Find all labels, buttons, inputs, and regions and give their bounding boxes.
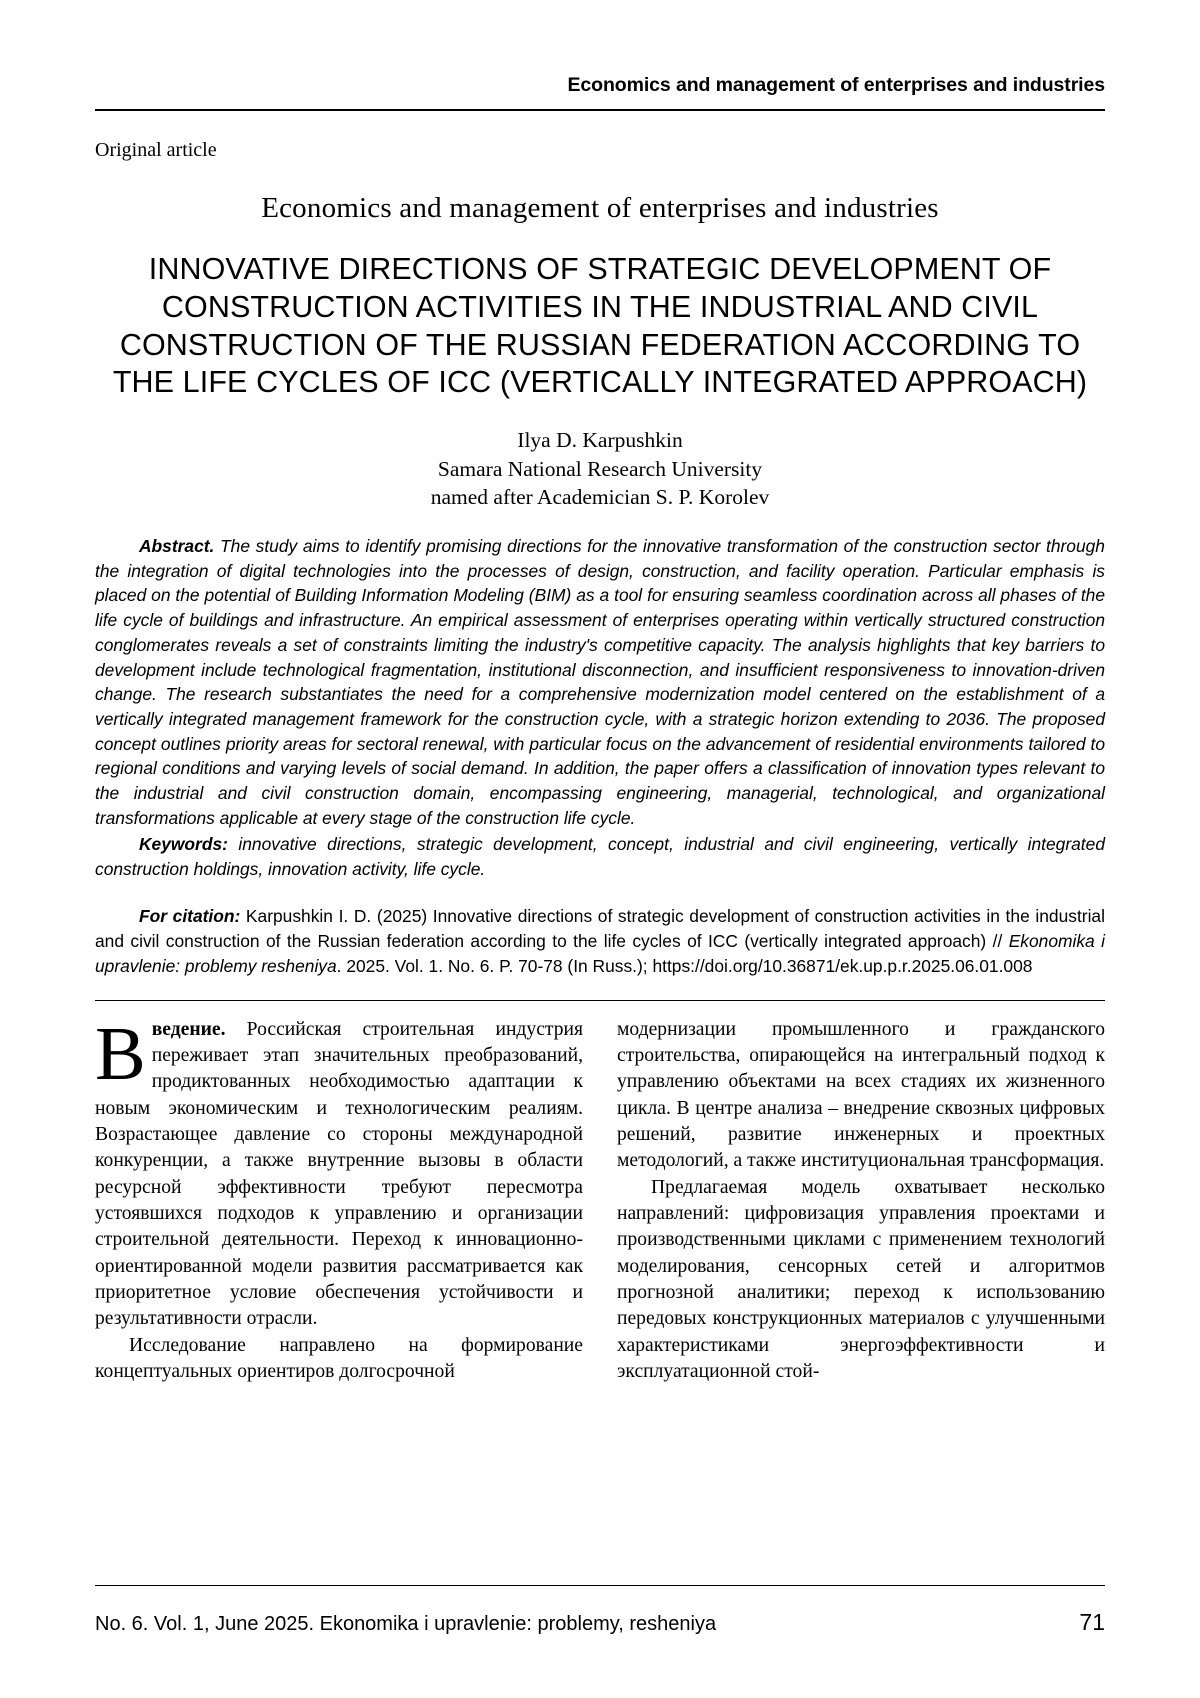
abstract-text: The study aims to identify promising directions for the innovative transformation of the construction sector through the integration of digital technologies into the processes of design, construction, and facility operation. Particular emphasis is placed on the potential of Building Information Modeling (BIM) as a tool for ensuring seamless coordination across all phases of the life cycle of buildings and infrastructure. An empirical assessment of enterprises operating within vertically structured construction conglomerates reveals a set of constraints limiting the industry's competitive capacity. The analysis highlights that key barriers to development include technological fragmentation, institutional disconnection, and insufficient responsiveness to innovation-driven change. The research substantiates the need for a comprehensive modernization model centered on the establishment of a vertically integrated management framework for the construction cycle, with a strategic horizon extending to 2036. The proposed concept outlines priority areas for sectoral renewal, with particular focus on the advancement of residential environments tailored to regional conditions and varying levels of social demand. In addition, the paper offers a classification of innovation types relevant to the industrial and civil construction domain, encompassing engineering, managerial, technological, and organizational transformations applicable at every stage of the construction life cycle. (95, 536, 1105, 828)
page-footer (95, 1609, 1105, 1636)
body-columns (95, 1011, 1105, 1386)
drop-cap: В (95, 1011, 146, 1096)
paragraph-text: модернизации промышленного и гражданского строительства, опирающейся на интегральный подход к управлению объектами на всех стадиях их жизненного цикла. В центре анализа – внедрение сквозных цифровых решений, развитие инженерных и проектных методологий, а также институциональная трансформация. (617, 1018, 1105, 1172)
page-title: INNOVATIVE DIRECTIONS OF STRATEGIC DEVELOPMENT OF CONSTRUCTION ACTIVITIES IN THE INDUSTRIAL AND CIVIL CONSTRUCTION OF THE RUSSIAN FEDERATION ACCORDING TO THE LIFE CYCLES OF ICC (VERTICALLY INTEGRATED APPROACH) (112, 252, 1088, 400)
running-head: Economics and management of enterprises and industries (567, 74, 1105, 96)
keywords-paragraph (95, 832, 1105, 881)
paragraph (95, 1333, 583, 1386)
paragraph-text: Российская строительная индустрия переживает этап значительных преобразований, продиктованных необходимостью адаптации к новым экономическим и технологическим реалиям. Возрастающее давление со стороны международной конкуренции, а также внутренние вызовы в области ресурсной эффективности требуют пересмотра устоявшихся подходов к управлению и организации строительной деятельности. Переход к инновационно-ориентированной модели развития рассматривается как приоритетное условие обеспечения устойчивости и результативности отрасли. (95, 1018, 583, 1330)
article-type-label: Original article (95, 139, 217, 161)
paragraph-intro (95, 1011, 583, 1333)
footer-issue-line: No. 6. Vol. 1, June 2025. Ekonomika i upravlenie: problemy, resheniya (95, 1613, 717, 1635)
keywords-label: Keywords: (139, 834, 228, 855)
citation-block (95, 904, 1105, 980)
affiliation-line-1: Samara National Research University (437, 456, 763, 481)
keywords-text: innovative directions, strategic development, concept, industrial and civil engineering, vertically integrated construction holdings, innovation activity, life cycle. (95, 834, 1105, 880)
paragraph-lead-in: ведение. (151, 1018, 226, 1040)
paragraph (617, 1017, 1105, 1175)
header-divider (95, 109, 1105, 111)
page-number: 71 (1079, 1609, 1105, 1635)
paragraph-text: Исследование направлено на формирование концептуальных ориентиров долгосрочной (95, 1334, 583, 1383)
footer-divider (95, 1585, 1105, 1586)
body-divider (95, 1000, 1105, 1001)
author-block (95, 426, 1105, 512)
citation-text-part-2: . 2025. Vol. 1. No. 6. P. 70-78 (In Russ.); https://doi.org/10.36871/ek.up.p.r.2025.06.01.008 (336, 956, 1033, 977)
author-name: Ilya D. Karpushkin (517, 428, 683, 453)
right-column (617, 1017, 1105, 1386)
citation-label: For citation: (139, 905, 241, 926)
paragraph-text: Предлагаемая модель охватывает несколько направлений: цифровизация управления проектами и производственными циклами с применением технологий моделирования, сенсорных сетей и алгоритмов прогнозной аналитики; переход к использованию передовых конструкционных материалов с улучшенными характеристиками энергоэффективности и эксплуатационной стой- (617, 1176, 1105, 1383)
abstract-label: Abstract. (139, 536, 215, 557)
abstract-paragraph (95, 534, 1105, 830)
left-column (95, 1011, 583, 1386)
citation-text-part-1: Karpushkin I. D. (2025) Innovative directions of strategic development of construction activities in the industrial and civil construction of the Russian federation according to the life cycles of ICC (vertically integrated approach) // (95, 905, 1105, 952)
affiliation-line-2: named after Academician S. P. Korolev (430, 485, 770, 510)
citation-journal-name: Ekonomika i upravlenie: problemy resheniya (95, 931, 1105, 977)
paragraph (617, 1175, 1105, 1386)
section-title: Economics and management of enterprises and industries (261, 192, 939, 224)
